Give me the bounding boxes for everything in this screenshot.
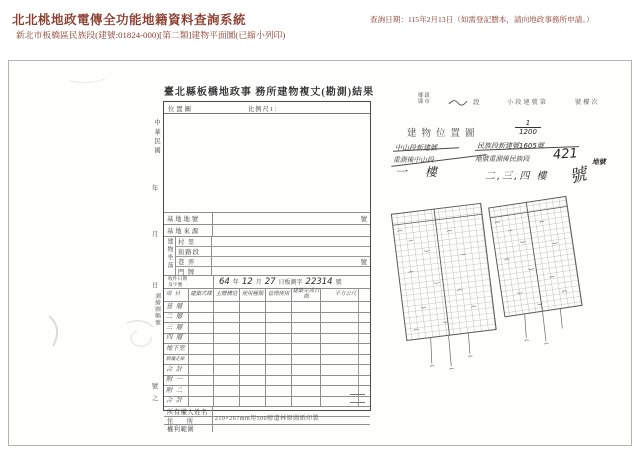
- site-number-suffix: 號: [360, 216, 367, 223]
- rail-no: 號: [151, 383, 159, 390]
- lane-alley-row: 巷 弄 號: [176, 256, 370, 266]
- floor-plan-sketch-upper-floors: [486, 193, 595, 354]
- receipt-day: 27: [264, 277, 276, 287]
- floor-row: 三 層: [164, 322, 370, 333]
- scale-fraction: [515, 119, 541, 136]
- building-location-map-label: 建物位置圖: [407, 129, 480, 139]
- section-label: 段: [473, 99, 480, 106]
- rail-sheet-label: 測繪圖幅號: [154, 293, 160, 326]
- subtotal-row: 合 計: [164, 364, 370, 375]
- rail-of: 之: [151, 395, 159, 402]
- receipt-number: 22314: [305, 277, 333, 287]
- dash-mark: [350, 402, 365, 403]
- form-rows: [164, 212, 370, 432]
- note-parcel-number: 421: [552, 146, 579, 163]
- receipt-value: 64 年 12 月 27 日板測字 22314 號: [219, 277, 342, 287]
- floor-table-header: 項 目 建築式樣 主體構造 使用種類 管理使用 建築完成日期 平方公尺: [164, 288, 370, 301]
- note-resurvey-old: 重測後中山段: [393, 156, 434, 164]
- scanned-document: [8, 60, 632, 446]
- county-township-labels: 鄉鎮 縣市: [418, 93, 431, 105]
- handwritten-mark: [447, 96, 469, 108]
- subsection-building-no-label: 小段建號第: [507, 99, 548, 106]
- floor-no-label: 號樓次: [575, 99, 600, 106]
- receipt-label: 收件日期 及字號: [164, 276, 214, 288]
- site-source-label: 基地來源: [164, 225, 213, 236]
- street-section-row: 街路段: [176, 246, 370, 256]
- building-address-block: [164, 236, 370, 275]
- receipt-month: 12: [241, 277, 253, 287]
- document-subtitle: 新北市板橋區民族段(建號:01824-000)[第二類]建物平面圖(已縮小列印): [16, 30, 286, 40]
- door-plate-row: 門 牌: [176, 266, 370, 276]
- address-vertical-label: 建物坐落: [166, 238, 172, 270]
- struck-note-old-section: 中山段新建號: [395, 144, 437, 152]
- flourish-mark: 號: [567, 164, 589, 188]
- lane-suffix: 號: [360, 259, 367, 266]
- rail-year: 年: [151, 185, 159, 192]
- location-map-label: 位置圖: [168, 106, 193, 113]
- note-first-floor: 一 樓: [395, 165, 444, 179]
- owner-address-row: 住 所: [164, 416, 370, 424]
- total-row: 合 計: [164, 396, 370, 407]
- receipt-year: 64: [219, 277, 230, 287]
- village-row: 村 里: [176, 237, 370, 246]
- system-title: 北北桃地政電傳全功能地籍資料查詢系統: [12, 13, 247, 27]
- rail-day: 日: [151, 282, 159, 289]
- floor-row: 地下室: [164, 343, 370, 354]
- paper-spec-note: 210×267mm用500磅道林原圖紙印製: [214, 416, 320, 422]
- location-map-row: [164, 102, 370, 114]
- annex-row: 附 二: [164, 385, 370, 396]
- scale-label: 比例尺1：: [248, 106, 282, 113]
- form-title: 臺北縣板橋地政事 務所建物複丈(勘測)結果: [163, 87, 375, 98]
- owner-name-row: 所有權人姓名: [164, 406, 370, 416]
- rail-month: 月: [151, 231, 159, 238]
- fraction-numerator: 1: [525, 119, 531, 127]
- rights-scope-row: 權利範圍: [164, 424, 370, 432]
- floor-row: 四 層: [164, 333, 370, 344]
- annex-row: 附 一: [164, 375, 370, 386]
- query-date: 查詢日期：115年2月13日（如需登記謄本，請向地政事務所申請。）: [370, 15, 594, 24]
- fraction-denominator: 1200: [515, 127, 541, 136]
- floor-row: 二 層: [164, 312, 370, 323]
- note-parcel-suffix: 地號: [592, 158, 606, 166]
- site-source-row: [164, 224, 370, 236]
- dash-mark: [350, 394, 365, 395]
- floor-row: 騎樓走廊: [164, 354, 370, 365]
- rail-era: 中華民國: [153, 119, 160, 157]
- receipt-row: [164, 275, 370, 288]
- note-upper-floors: 二,三,四 樓: [485, 171, 549, 182]
- site-number-label: 基地地號: [164, 213, 213, 224]
- note-new-building-no: 民族段新建號1605號: [477, 142, 544, 150]
- floor-row: 基 層: [164, 301, 370, 312]
- site-number-row: [164, 212, 370, 224]
- note-resurvey-new: 地號重測後民族段: [475, 155, 530, 163]
